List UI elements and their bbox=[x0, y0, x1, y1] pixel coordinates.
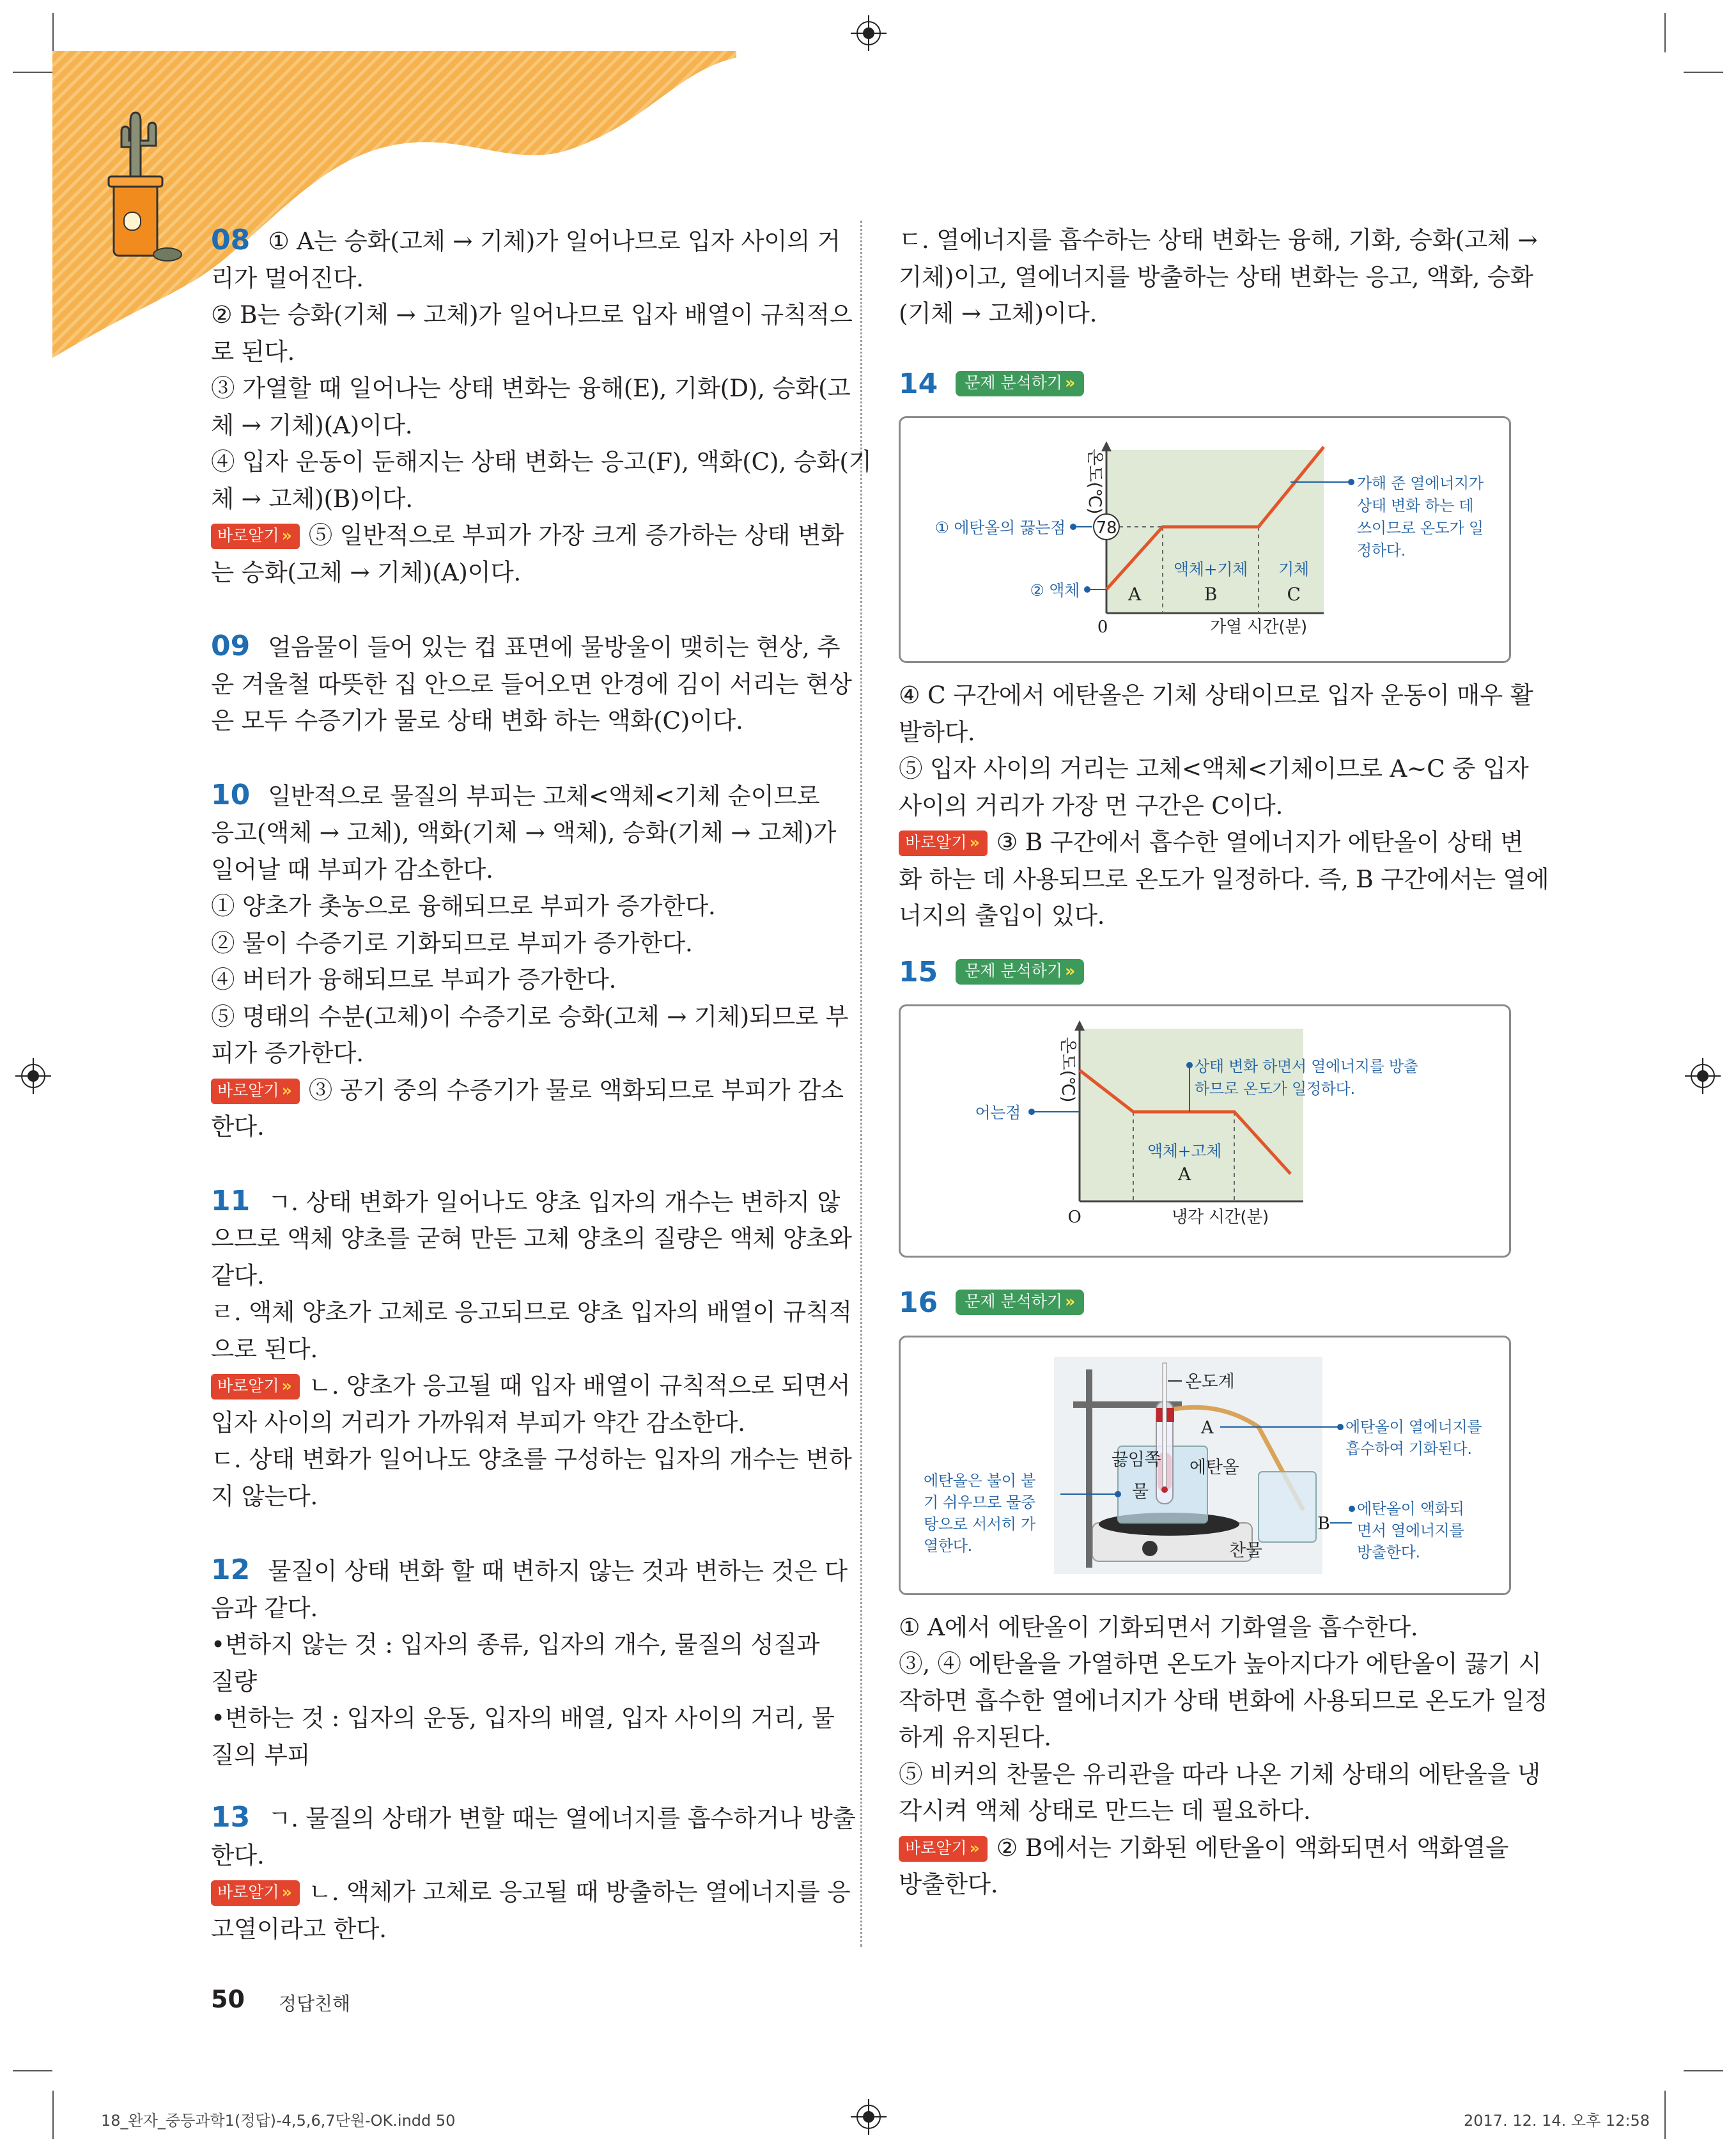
ethanol-label: 에탄올 bbox=[1190, 1457, 1239, 1478]
note-text: 쓰이므로 온도가 일 bbox=[1357, 519, 1484, 537]
segment-state: 액체+고체 bbox=[1147, 1142, 1222, 1160]
answer-text: 같다. bbox=[211, 1261, 265, 1290]
stand-rod bbox=[1086, 1369, 1092, 1568]
answer-text: 일반적으로 물질의 부피는 고체<액체<기체 순이므로 bbox=[268, 781, 820, 810]
answer-text: ⑤ 입자 사이의 거리는 고체<액체<기체이므로 A~C 중 입자 bbox=[899, 754, 1529, 783]
question-number: 13 bbox=[211, 1801, 251, 1834]
answer-text: 기체)이고, 열에너지를 방출하는 상태 변화는 응고, 액화, 승화 bbox=[899, 262, 1533, 291]
print-slug-file: 18_완자_중등과학1(정답)-4,5,6,7단원-OK.indd 50 bbox=[101, 2112, 456, 2130]
crop-mark bbox=[1664, 2091, 1666, 2139]
heating-curve-figure bbox=[899, 416, 1511, 663]
answer-text: 로 된다. bbox=[211, 337, 295, 366]
question-number: 14 bbox=[899, 367, 938, 400]
registration-mark-icon bbox=[851, 15, 887, 51]
answer-text: ⑤ 비커의 찬물은 유리관을 따라 나온 기체 상태의 에탄올을 냉 bbox=[899, 1759, 1540, 1788]
registration-mark-icon bbox=[1685, 1058, 1721, 1094]
question-number: 11 bbox=[211, 1184, 251, 1217]
note-text: 하므로 온도가 일정하다. bbox=[1195, 1080, 1355, 1098]
cooling-curve-figure bbox=[899, 1004, 1511, 1258]
answer-text: (기체 → 고체)이다. bbox=[899, 299, 1097, 327]
answer-text: 하게 유지된다. bbox=[899, 1723, 1051, 1751]
crop-mark bbox=[52, 2091, 54, 2139]
answer-text: ㄱ. 상태 변화가 일어나도 양초 입자의 개수는 변하지 않 bbox=[268, 1187, 841, 1216]
correction-badge: 바로알기 » bbox=[211, 1374, 300, 1400]
answer-text: 운 겨울철 따뜻한 집 안으로 들어오면 안경에 김이 서리는 현상 bbox=[211, 669, 852, 698]
registration-mark-icon bbox=[851, 2099, 887, 2135]
note-text: 에탄올이 열에너지를 bbox=[1345, 1417, 1482, 1436]
answer-text: 은 모두 수증기가 물로 상태 변화 하는 액화(C)이다. bbox=[211, 706, 743, 735]
answer-text: ③ 가열할 때 일어나는 상태 변화는 융해(E), 기화(D), 승화(고 bbox=[211, 374, 851, 402]
segment-b-label: B bbox=[1204, 584, 1218, 605]
origin-label: 0 bbox=[1097, 618, 1108, 637]
answer-08 bbox=[211, 222, 872, 591]
answer-text: ② B는 승화(기체 → 고체)가 일어나므로 입자 배열이 규칙적으 bbox=[211, 300, 853, 329]
note-text: 에탄올은 불이 붙 bbox=[924, 1471, 1035, 1490]
answer-text: ① 양초가 촛농으로 융해되므로 부피가 증가한다. bbox=[211, 892, 716, 920]
left-column bbox=[211, 222, 872, 1947]
correction-text: ③ B 구간에서 흡수한 열에너지가 에탄올이 상태 변 bbox=[996, 828, 1524, 856]
answer-text: •변하지 않는 것 : 입자의 종류, 입자의 개수, 물질의 성질과 bbox=[211, 1630, 820, 1658]
y-tick-label: 78 bbox=[1096, 519, 1117, 538]
hot-plate-knob bbox=[1142, 1541, 1158, 1556]
analysis-badge: 문제 분석하기 » bbox=[956, 1290, 1084, 1315]
right-column bbox=[899, 222, 1549, 1903]
answer-text: 피가 증가한다. bbox=[211, 1039, 364, 1067]
origin-label: O bbox=[1067, 1208, 1081, 1227]
answer-text: ③, ④ 에탄올을 가열하면 온도가 높아지다가 에탄올이 끓기 시 bbox=[899, 1649, 1542, 1678]
note-text: 탕으로 서서히 가 bbox=[924, 1515, 1035, 1533]
answer-text: 리가 멀어진다. bbox=[211, 263, 364, 292]
distillation-apparatus-figure bbox=[899, 1336, 1511, 1595]
correction-text: ③ 공기 중의 수증기가 물로 액화되므로 부피가 감소 bbox=[308, 1075, 844, 1104]
correction-badge: 바로알기 » bbox=[211, 524, 300, 549]
answer-text: 너지의 출입이 있다. bbox=[899, 901, 1105, 930]
answer-text: 입자 사이의 거리가 가까워져 부피가 약간 감소한다. bbox=[211, 1408, 745, 1437]
correction-badge: 바로알기 » bbox=[899, 830, 988, 856]
answer-text: 질의 부피 bbox=[211, 1740, 311, 1769]
correction-badge: 바로알기 » bbox=[211, 1880, 300, 1906]
answer-text: ㄷ. 상태 변화가 일어나도 양초를 구성하는 입자의 개수는 변하 bbox=[211, 1445, 852, 1473]
answer-text: 질량 bbox=[211, 1667, 257, 1696]
answer-text: ㄷ. 열에너지를 흡수하는 상태 변화는 융해, 기화, 승화(고체 → bbox=[899, 226, 1538, 254]
correction-text: ② B에서는 기화된 에탄올이 액화되면서 액화열을 bbox=[996, 1833, 1509, 1862]
answer-text: ② 물이 수증기로 기화되므로 부피가 증가한다. bbox=[211, 928, 693, 957]
note-text: 정하다. bbox=[1357, 542, 1406, 559]
answer-text: 한다. bbox=[211, 1841, 265, 1869]
answer-13 bbox=[211, 1799, 856, 1947]
answer-text: ㄱ. 물질의 상태가 변할 때는 열에너지를 흡수하거나 방출 bbox=[268, 1804, 856, 1832]
answer-text: ① A는 승화(고체 → 기체)가 일어나므로 입자 사이의 거 bbox=[268, 227, 841, 255]
cold-water-beaker bbox=[1259, 1472, 1316, 1542]
note-text: 상태 변화 하면서 열에너지를 방출 bbox=[1195, 1057, 1418, 1075]
answer-text: ⑤ 명태의 수분(고체)이 수증기로 승화(고체 → 기체)되므로 부 bbox=[211, 1002, 849, 1031]
answer-text: ① A에서 에탄올이 기화되면서 기화열을 흡수한다. bbox=[899, 1612, 1418, 1641]
thermometer bbox=[1163, 1363, 1166, 1491]
correction-text: ㄴ. 양초가 응고될 때 입자 배열이 규칙적으로 되면서 bbox=[308, 1371, 851, 1400]
print-slug-date: 2017. 12. 14. 오후 12:58 bbox=[1464, 2112, 1650, 2130]
liquid-label: ② 액체 bbox=[1030, 581, 1080, 600]
answer-text: 체 → 고체)(B)이다. bbox=[211, 484, 413, 513]
crop-mark bbox=[1664, 13, 1666, 52]
answer-text: 응고(액체 → 고체), 액화(기체 → 액체), 승화(기체 → 고체)가 bbox=[211, 818, 837, 846]
answer-text: ㄹ. 액체 양초가 고체로 응고되므로 양초 입자의 배열이 규칙적 bbox=[211, 1298, 852, 1326]
y-axis-label: 온도(℃) bbox=[1085, 449, 1104, 515]
answer-text: 지 않는다. bbox=[211, 1481, 318, 1510]
answer-text: 발하다. bbox=[899, 717, 975, 746]
point-a-label: A bbox=[1201, 1417, 1214, 1438]
graph-background bbox=[1080, 1029, 1303, 1201]
segment-a-label: A bbox=[1128, 584, 1141, 605]
water-label: 물 bbox=[1132, 1481, 1149, 1502]
answer-text: 일어날 때 부피가 감소한다. bbox=[211, 855, 493, 884]
answer-text: 얼음물이 들어 있는 컵 표면에 물방울이 맺히는 현상, 추 bbox=[268, 633, 841, 661]
note-text: 가해 준 열에너지가 bbox=[1357, 474, 1484, 492]
answer-text: 사이의 거리가 가장 먼 구간은 C이다. bbox=[899, 791, 1283, 820]
crop-mark bbox=[13, 72, 52, 73]
answer-10 bbox=[211, 777, 849, 1146]
note-text: 방출한다. bbox=[1357, 1543, 1420, 1561]
answer-text: ④ 버터가 융해되므로 부피가 증가한다. bbox=[211, 965, 617, 994]
crop-mark bbox=[52, 13, 54, 52]
answer-text: 체 → 기체)(A)이다. bbox=[211, 410, 413, 439]
answer-text: 음과 같다. bbox=[211, 1593, 318, 1622]
segment-c-label: C bbox=[1287, 584, 1301, 605]
answer-15 bbox=[899, 954, 1511, 1258]
analysis-badge: 문제 분석하기 » bbox=[956, 959, 1084, 985]
crop-mark bbox=[13, 2070, 52, 2071]
column-divider bbox=[860, 221, 862, 1947]
cold-water-label: 찬물 bbox=[1229, 1540, 1262, 1561]
answer-text: 으므로 액체 양초를 굳혀 만든 고체 양초의 질량은 액체 양초와 bbox=[211, 1224, 852, 1252]
answer-text: 물질이 상태 변화 할 때 변하지 않는 것과 변하는 것은 다 bbox=[268, 1557, 848, 1585]
page-number: 50 bbox=[211, 1985, 245, 2013]
segment-c-state: 기체 bbox=[1278, 560, 1309, 579]
correction-text: ⑤ 일반적으로 부피가 가장 크게 증가하는 상태 변화 bbox=[308, 521, 844, 549]
correction-text: 고열이라고 한다. bbox=[211, 1914, 387, 1943]
point-b-label: B bbox=[1317, 1513, 1330, 1534]
answer-text: ④ C 구간에서 에탄올은 기체 상태이므로 입자 운동이 매우 활 bbox=[899, 681, 1533, 709]
answer-11 bbox=[211, 1183, 852, 1515]
boiling-chip-label: 끓임쪽 bbox=[1112, 1449, 1161, 1470]
answer-text: 각시켜 액체 상태로 만드는 데 필요하다. bbox=[899, 1797, 1311, 1825]
question-number: 15 bbox=[899, 955, 938, 988]
x-axis-label: 가열 시간(분) bbox=[1210, 618, 1307, 637]
note-text: 에탄올이 액화되 bbox=[1357, 1499, 1464, 1518]
correction-badge: 바로알기 » bbox=[899, 1836, 988, 1862]
note-text: 면서 열에너지를 bbox=[1357, 1521, 1464, 1540]
correction-text: 방출한다. bbox=[899, 1870, 998, 1898]
answer-text: 화 하는 데 사용되므로 온도가 일정하다. 즉, B 구간에서는 열에 bbox=[899, 864, 1549, 893]
answer-text: ④ 입자 운동이 둔해지는 상태 변화는 응고(F), 액화(C), 승화(기 bbox=[211, 448, 872, 476]
note-text: 열한다. bbox=[924, 1536, 972, 1555]
freezing-point-label: 어는점 bbox=[975, 1103, 1021, 1122]
y-axis-label: 온도(℃) bbox=[1058, 1037, 1078, 1103]
thermometer-label: 온도계 bbox=[1185, 1371, 1235, 1392]
crop-mark bbox=[1684, 72, 1723, 73]
boiling-point-label: ① 에탄올의 끓는점 bbox=[934, 519, 1066, 537]
answer-text: 작하면 흡수한 열에너지가 상태 변화에 사용되므로 온도가 일정 bbox=[899, 1686, 1548, 1715]
note-text: 상태 변화 하는 데 bbox=[1357, 497, 1474, 515]
answer-14 bbox=[899, 366, 1549, 935]
question-number: 12 bbox=[211, 1554, 251, 1586]
correction-badge: 바로알기 » bbox=[211, 1079, 300, 1104]
segment-b-state: 액체+기체 bbox=[1173, 560, 1248, 579]
question-number: 08 bbox=[211, 224, 251, 256]
x-axis-label: 냉각 시간(분) bbox=[1172, 1208, 1269, 1227]
correction-text: 는 승화(고체 → 기체)(A)이다. bbox=[211, 557, 522, 586]
footer-label: 정답친해 bbox=[279, 1993, 351, 2015]
answer-16 bbox=[899, 1284, 1548, 1903]
correction-text: 한다. bbox=[211, 1112, 265, 1141]
registration-mark-icon bbox=[15, 1058, 51, 1094]
correction-text: ㄴ. 액체가 고체로 응고될 때 방출하는 열에너지를 응 bbox=[308, 1878, 851, 1906]
answer-text: •변하는 것 : 입자의 운동, 입자의 배열, 입자 사이의 거리, 물 bbox=[211, 1704, 835, 1732]
segment-a-label: A bbox=[1178, 1164, 1191, 1185]
question-number: 16 bbox=[899, 1286, 938, 1319]
note-text: 기 쉬우므로 물중 bbox=[924, 1493, 1035, 1511]
answer-text: 으로 된다. bbox=[211, 1334, 318, 1363]
answer-09 bbox=[211, 628, 852, 740]
analysis-badge: 문제 분석하기 » bbox=[956, 371, 1084, 396]
crop-mark bbox=[1684, 2070, 1723, 2071]
question-number: 09 bbox=[211, 630, 251, 662]
question-number: 10 bbox=[211, 778, 251, 811]
answer-12 bbox=[211, 1552, 848, 1774]
note-text: 흡수하여 기화된다. bbox=[1345, 1439, 1472, 1458]
answer-13-continued bbox=[899, 222, 1538, 332]
